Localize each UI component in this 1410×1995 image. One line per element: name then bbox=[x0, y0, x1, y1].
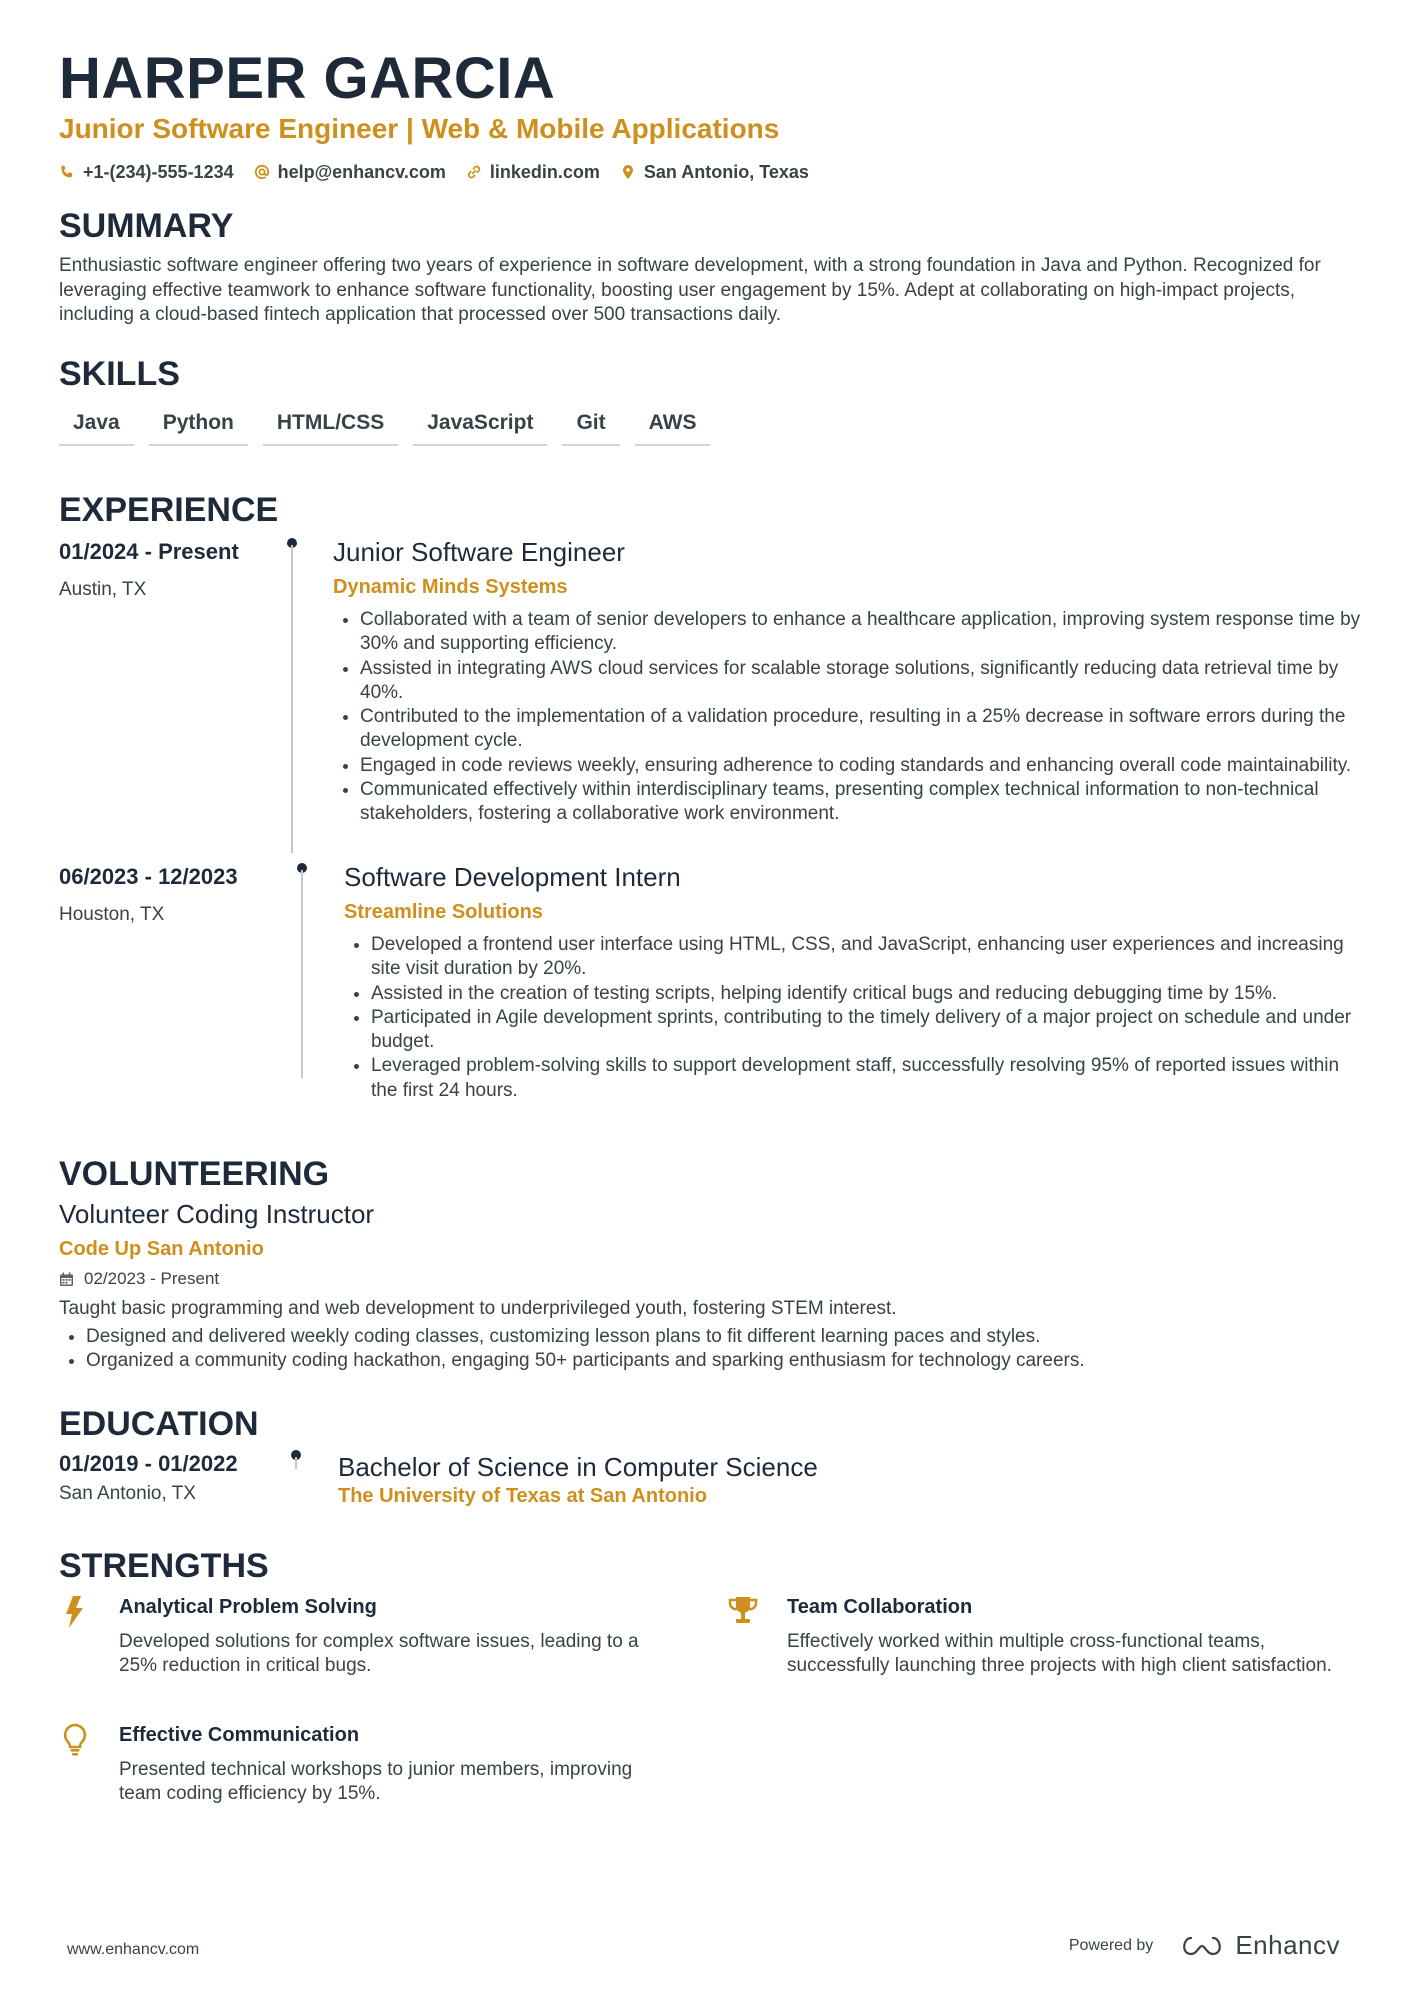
trophy-icon bbox=[727, 1594, 759, 1630]
job-bullet: Developed a frontend user interface using HTML, CSS, and JavaScript, enhancing user experiences and increasing site visit duration by 20%. bbox=[344, 933, 1364, 982]
enhancv-brand-text: Enhancv bbox=[1235, 1930, 1340, 1960]
skills-heading: SKILLS bbox=[59, 355, 180, 393]
education-heading: EDUCATION bbox=[59, 1405, 259, 1443]
job-title: Software Development Intern bbox=[344, 862, 681, 892]
volunteering-heading: VOLUNTEERING bbox=[59, 1155, 330, 1193]
enhancv-logo[interactable] bbox=[1179, 1930, 1340, 1961]
job-1-meta bbox=[59, 538, 239, 602]
timeline-line bbox=[301, 870, 303, 1078]
education-meta bbox=[59, 1450, 238, 1506]
job-dates: 01/2024 - Present bbox=[59, 539, 239, 564]
lightbulb-icon bbox=[59, 1722, 91, 1758]
job-bullet: Engaged in code reviews weekly, ensuring adherence to coding standards and enhancing overall code maintainability. bbox=[333, 754, 1363, 778]
strengths-heading: STRENGTHS bbox=[59, 1547, 269, 1585]
skill-tag: HTML/CSS bbox=[263, 410, 398, 446]
location-text: San Antonio, Texas bbox=[643, 162, 809, 182]
job-bullet: Collaborated with a team of senior developers to enhance a healthcare application, improving system response time by 30% and supporting efficiency. bbox=[333, 608, 1363, 657]
calendar-icon bbox=[59, 1272, 74, 1287]
education-dates: 01/2019 - 01/2022 bbox=[59, 1451, 238, 1476]
enhancv-logo-icon bbox=[1179, 1934, 1225, 1958]
timeline-line bbox=[291, 545, 293, 853]
skills-list bbox=[59, 410, 725, 446]
summary-text: Enthusiastic software engineer offering two years of experience in software development, with a strong foundation in Java and Python. Recognized for leveraging effective teamwork to enhance software functionality, boosting user engagement by 15%. Adept at collaborating on high-impact projects, including a cloud-based fintech application that processed over 500 transactions daily. bbox=[59, 255, 1321, 325]
job-2-details bbox=[344, 861, 1364, 1103]
job-bullet: Contributed to the implementation of a validation procedure, resulting in a 25% decrease in software errors during the development cycle. bbox=[333, 705, 1363, 754]
job-company: Streamline Solutions bbox=[344, 901, 543, 923]
volunteering-entry bbox=[59, 1198, 1359, 1374]
volunteer-description: Taught basic programming and web development to underprivileged youth, fostering STEM interest. bbox=[59, 1298, 897, 1319]
experience-heading: EXPERIENCE bbox=[59, 491, 279, 529]
map-pin-icon bbox=[620, 164, 636, 180]
job-company: Dynamic Minds Systems bbox=[333, 576, 568, 598]
at-sign-icon bbox=[254, 164, 270, 180]
volunteer-dates bbox=[59, 1268, 1359, 1290]
job-bullets bbox=[333, 608, 1363, 827]
contact-phone[interactable] bbox=[59, 160, 234, 184]
strength-description: Presented technical workshops to junior members, improving team coding efficiency by 15%. bbox=[119, 1759, 633, 1805]
contact-email[interactable] bbox=[254, 160, 446, 184]
email-address: help@enhancv.com bbox=[277, 162, 446, 182]
volunteer-bullet: Organized a community coding hackathon, engaging 50+ participants and sparking enthusiasm for technology careers. bbox=[59, 1349, 1359, 1373]
linkedin-link: linkedin.com bbox=[489, 162, 600, 182]
job-dates: 06/2023 - 12/2023 bbox=[59, 864, 238, 889]
job-location: Austin, TX bbox=[59, 579, 147, 600]
contact-bar bbox=[59, 160, 829, 184]
job-bullets bbox=[344, 933, 1364, 1103]
candidate-name: HARPER GARCIA bbox=[59, 46, 556, 111]
skill-tag: Python bbox=[149, 410, 248, 446]
volunteer-bullet: Designed and delivered weekly coding classes, customizing lesson plans to fit different learning paces and styles. bbox=[59, 1325, 1359, 1349]
job-bullet: Leveraged problem-solving skills to support development staff, successfully resolving 95% of reported issues within the first 24 hours. bbox=[344, 1054, 1364, 1103]
job-2-meta bbox=[59, 863, 238, 927]
link-icon bbox=[466, 164, 482, 180]
volunteer-organization: Code Up San Antonio bbox=[59, 1238, 264, 1260]
strength-title: Effective Communication bbox=[119, 1724, 360, 1746]
contact-linkedin[interactable] bbox=[466, 160, 600, 184]
skill-tag: JavaScript bbox=[413, 410, 547, 446]
job-title: Junior Software Engineer bbox=[333, 537, 625, 567]
skill-tag: AWS bbox=[635, 410, 711, 446]
strength-title: Team Collaboration bbox=[787, 1596, 973, 1618]
school: The University of Texas at San Antonio bbox=[338, 1485, 707, 1507]
education-details bbox=[338, 1451, 1358, 1509]
contact-location bbox=[620, 160, 809, 184]
job-bullet: Assisted in the creation of testing scripts, helping identify critical bugs and reducing debugging time by 15%. bbox=[344, 982, 1364, 1006]
candidate-headline: Junior Software Engineer | Web & Mobile Applications bbox=[59, 113, 780, 144]
phone-icon bbox=[59, 164, 75, 180]
skill-tag: Java bbox=[59, 410, 134, 446]
lightning-bolt-icon bbox=[59, 1594, 91, 1630]
job-1-details bbox=[333, 536, 1363, 827]
job-bullet: Communicated effectively within interdisciplinary teams, presenting complex technical information to non-technical stakeholders, fostering a collaborative work environment. bbox=[333, 778, 1363, 827]
job-bullet: Assisted in integrating AWS cloud services for scalable storage solutions, significantly reducing data retrieval time by 40%. bbox=[333, 657, 1363, 706]
summary-heading: SUMMARY bbox=[59, 207, 234, 245]
phone-number: +1-(234)-555-1234 bbox=[83, 162, 234, 182]
powered-by-label: Powered by bbox=[1068, 1936, 1154, 1954]
footer-branding bbox=[1069, 1930, 1340, 1961]
strength-description: Effectively worked within multiple cross-functional teams, successfully launching three projects with high client satisfaction. bbox=[787, 1631, 1332, 1677]
volunteer-bullets bbox=[59, 1325, 1359, 1374]
education-location: San Antonio, TX bbox=[59, 1483, 196, 1504]
degree: Bachelor of Science in Computer Science bbox=[338, 1452, 818, 1482]
volunteer-dates-text: 02/2023 - Present bbox=[84, 1269, 220, 1288]
job-bullet: Participated in Agile development sprints, contributing to the timely delivery of a major project on schedule and under budget. bbox=[344, 1006, 1364, 1055]
skill-tag: Git bbox=[562, 410, 619, 446]
volunteer-role: Volunteer Coding Instructor bbox=[59, 1199, 375, 1229]
job-location: Houston, TX bbox=[59, 904, 165, 925]
footer-website[interactable]: www.enhancv.com bbox=[67, 1941, 200, 1958]
strength-title: Analytical Problem Solving bbox=[119, 1596, 377, 1618]
strength-description: Developed solutions for complex software issues, leading to a 25% reduction in critical bugs. bbox=[119, 1631, 639, 1677]
timeline-line bbox=[295, 1457, 297, 1469]
